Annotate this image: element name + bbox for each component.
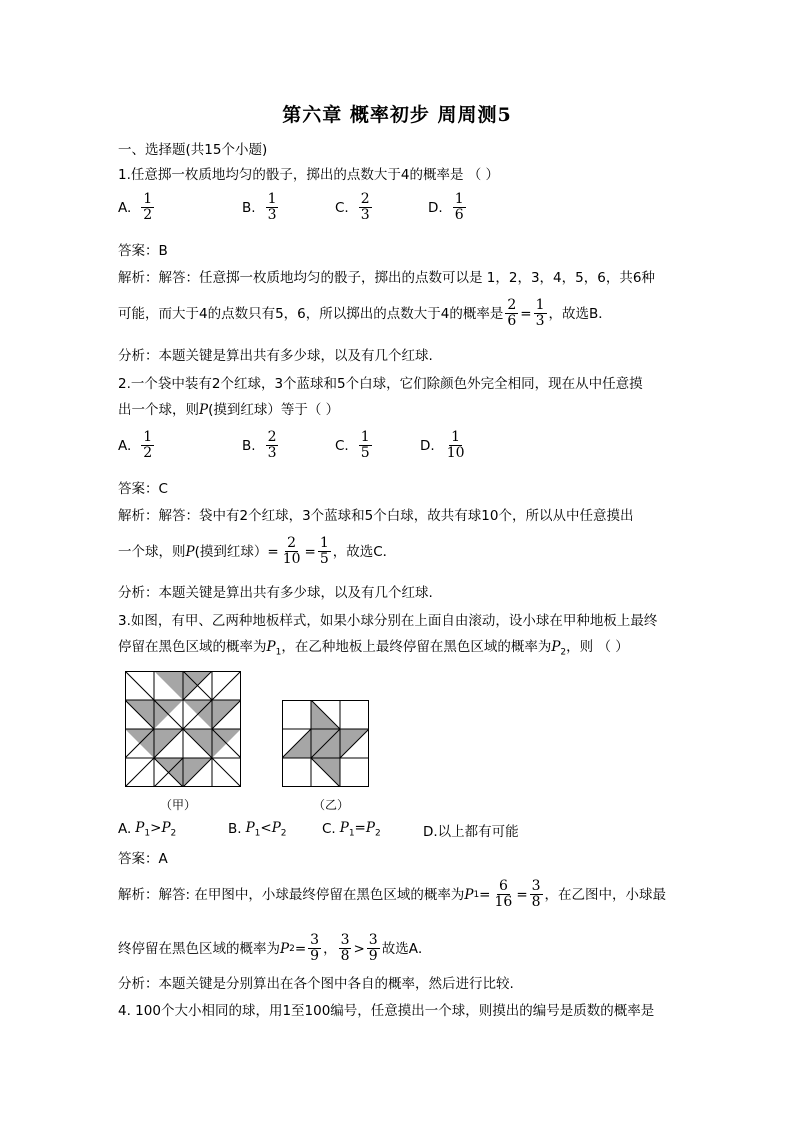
page-title: 第六章 概率初步 周周测5 (282, 104, 512, 126)
q2-answer: 答案：C (118, 481, 168, 497)
q1-analysis-line1: 解析：解答：任意掷一枚质地均匀的骰子，掷出的点数可以是 1，2，3，4，5，6，共6种 (118, 270, 655, 286)
q2-stem-line2: 出一个球，则P(摸到红球）等于（ ） (118, 402, 340, 418)
q2-analysis-line2: 一个球，则 P (摸到红球）= $\frac{2}{10}$ = $\frac{1}{5}$ ，故选C． (118, 535, 397, 567)
q1-stem: 1.任意掷一枚质地均匀的骰子，掷出的点数大于4的概率是 （ ） (118, 167, 500, 183)
fraction: $\frac{1}{2}$ (143, 191, 153, 223)
figure-caption-jia: （甲） (160, 798, 197, 812)
q3-analysis-line2: 终停留在黑色区域的概率为 P 2 = $\frac{3}{9}$ ， $\frac{3}{8}$ > $\frac{3}{9}$ 故选A． (118, 932, 432, 964)
fraction: $\frac{1}{3}$ (267, 191, 277, 223)
q3-stem-line2: 停留在黑色区域的概率为$P_1$，在乙种地板上最终停留在黑色区域的概率为$P_2$，则 （ ） (118, 639, 629, 658)
q3-option-d: D.以上都有可能 (423, 824, 519, 840)
q2-analysis-line1: 解析：解答：袋中有2个红球，3个蓝球和5个白球，故共有球10个，所以从中任意摸出 (118, 508, 634, 524)
q2-option-a: A. $\frac{1}{2}$ (118, 429, 153, 461)
floor-pattern-yi (282, 700, 369, 787)
q3-option-c: C. $P_1=P_2$ (322, 820, 381, 839)
q3-analysis-line1: 解析：解答: 在甲图中，小球最终停留在黑色区域的概率为 P 1 = $\frac{6}{16}$ = $\frac{3}{8}$ ，在乙图中，小球最 (118, 878, 667, 910)
q4-stem: 4. 100个大小相同的球，用1至100编号，任意摸出一个球，则摸出的编号是质数的概率是 (118, 1003, 655, 1019)
figure-caption-yi: （乙） (313, 798, 350, 812)
fraction: $\frac{1}{6}$ (454, 191, 464, 223)
q2-option-c: C. $\frac{1}{5}$ (335, 429, 370, 461)
q1-option-c: C. $\frac{2}{3}$ (335, 191, 370, 223)
q3-option-b: B. $P_1<P_2$ (228, 820, 287, 839)
q3-answer: 答案：A (118, 851, 168, 867)
q2-stem-line1: 2.一个袋中装有2个红球，3个蓝球和5个白球，它们除颜色外完全相同，现在从中任意摸 (118, 376, 643, 392)
q3-stem-line1: 3.如图，有甲、乙两种地板样式，如果小球分别在上面自由滚动，设小球在甲种地板上最终 (118, 613, 658, 629)
q1-option-a: A. $\frac{1}{2}$ (118, 191, 153, 223)
q3-note: 分析：本题关键是分别算出在各个图中各自的概率，然后进行比较. (118, 976, 514, 992)
q1-option-d: D. $\frac{1}{6}$ (428, 191, 464, 223)
fraction: $\frac{2}{3}$ (360, 191, 370, 223)
floor-pattern-jia (125, 671, 241, 787)
q2-note: 分析：本题关键是算出共有多少球，以及有几个红球. (118, 585, 433, 601)
section-heading: 一、选择题(共15个小题) (118, 142, 268, 158)
q1-answer: 答案：B (118, 243, 168, 259)
q2-option-b: B. $\frac{2}{3}$ (242, 429, 277, 461)
q3-option-a: A. $P_1>P_2$ (118, 820, 177, 839)
q1-note: 分析：本题关键是算出共有多少球，以及有几个红球. (118, 348, 433, 364)
q1-option-b: B. $\frac{1}{3}$ (242, 191, 277, 223)
q1-analysis-line2: 可能，而大于4的点数只有5，6，所以掷出的点数大于4的概率是 $\frac{2}{6}$ = $\frac{1}{3}$ ，故选B． (118, 297, 612, 329)
q2-option-d: D. $\frac{1}{10}$ (420, 429, 465, 461)
